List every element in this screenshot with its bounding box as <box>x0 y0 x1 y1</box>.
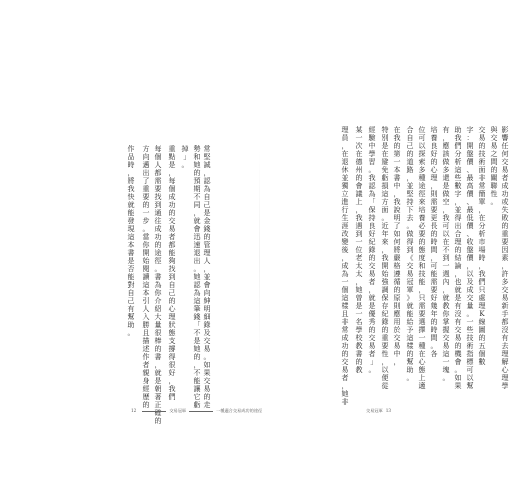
text-column: 方向邁出了重要的一步。當你開始閱讀這本引人入勝且描述作者親身經歷的 <box>142 145 150 409</box>
text-column: 特別是在避免虧損這方面。近年來，我開始強調保存紀錄的重要性，以便從 <box>381 126 389 390</box>
text-column: 勢和她的預期不同，就會迅速退出。她認為這筆錢「不是她的，不能讓它虧 <box>193 145 201 409</box>
footer-right <box>366 408 394 414</box>
text-column: 在我的第一本書中，我說明了如何將嚴格遵循的原則應用於交易中， <box>393 126 401 366</box>
text-column: 位可以探索多種途徑來培養必要的態度和技能，只需要選擇一種在心態上適 <box>418 126 426 390</box>
text-column: 重點是，每個成功的交易者都能夠找到自己的心理狀態支撐得很好，我們 <box>168 145 176 401</box>
book-title-left: 交易冠軍 <box>169 408 187 413</box>
text-column: 交易的技術面非常簡單，在分析市場時，我們只處理K線圖的五個數 <box>478 126 486 366</box>
footer-rule <box>142 411 166 412</box>
footer-rule <box>189 411 213 412</box>
page-number-left: 12 <box>131 408 137 413</box>
text-column: 有，應該做多還是做空，我可以在不到一週內，就教你掌握交易這一塊。 <box>442 126 450 382</box>
text-column: 作品時，將我快就能發現這本書是否能對自己有幫助。 <box>127 145 135 337</box>
text-column: 掉」。 <box>181 145 189 169</box>
footer-left <box>128 408 262 414</box>
text-column: 合自己的道路，並堅持下去。做得到《交易冠軍》就能給予這樣的幫助。 <box>406 126 414 382</box>
page-number-right: 13 <box>385 408 392 413</box>
text-column: 經驗中學習。我認為「保持良好紀錄的交易者，就是優秀的交易者」。 <box>368 126 376 374</box>
book-title-right: 交易冠軍 <box>366 408 383 413</box>
text-column: 字：開盤價、最高價、最低價、收盤價，以及成交量。一些技術指標可以幫 <box>466 126 474 390</box>
text-column: 常堅誠，認為自己是金錢的管理人，並會向紳明細錄及交易。如果交易的走 <box>203 145 211 409</box>
text-column: 培養良好的心理，則需要更長的時間，可能需要好幾年的時間。各 <box>430 126 438 358</box>
text-column: 影響任何交易者成功或失敗的重要因素，許多交易新手都沒有去理解心理學 <box>501 126 509 390</box>
text-column: 每個人都需要找到通往成功的途徑。書為你介紹大量很棒的書，就是朝著正確的 <box>154 145 162 425</box>
page-gutter <box>259 150 260 370</box>
text-column: 助我們分析這些數字，並得出合理的結論，也就是有沒有交易的機會。如果 <box>454 126 462 390</box>
text-column: 理員，在退休並獨立進行生涯改變後，成為一個這樣且非常成功的交易者，她非 <box>341 126 349 406</box>
text-column: 某一次在德州的會議上，我遇到一位老太太，她曾是一名學校教書的教 <box>355 126 363 374</box>
book-subtitle-left: 一種適合交易成功的途徑 <box>216 408 263 413</box>
text-column: 與交易之間的關聯性。 <box>490 126 498 206</box>
